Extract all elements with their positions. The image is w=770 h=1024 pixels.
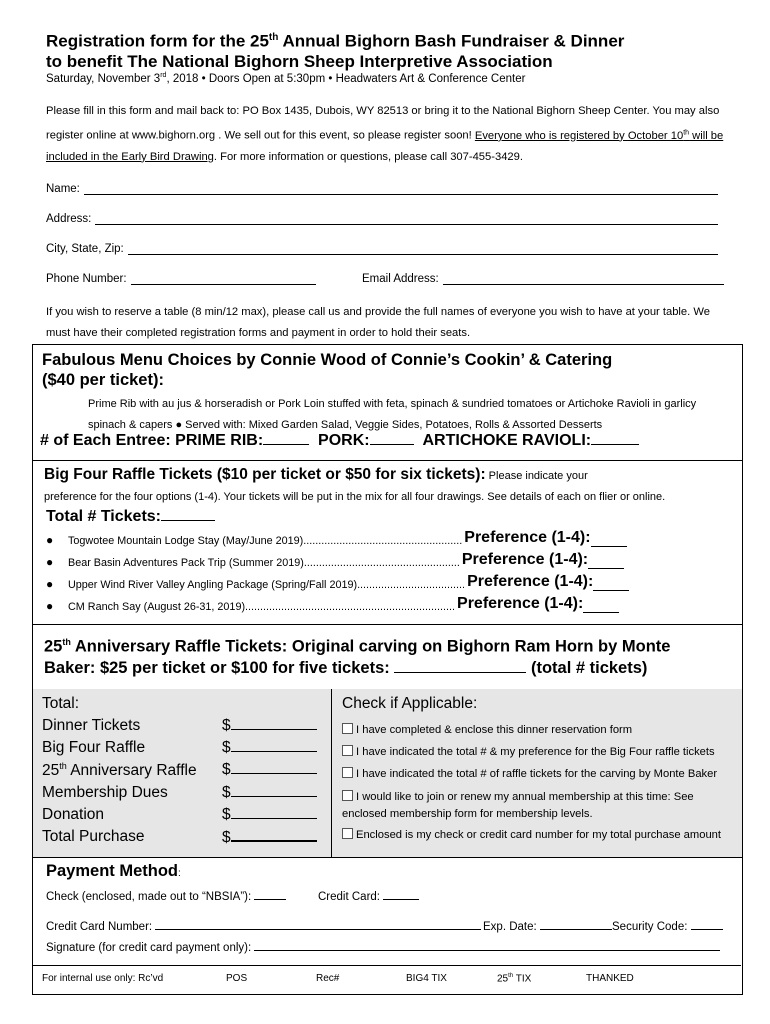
checkbox[interactable] (342, 767, 353, 778)
prime-rib-input[interactable] (263, 444, 309, 445)
card-number-input[interactable] (155, 919, 481, 930)
checkbox[interactable] (342, 828, 353, 839)
dinner-tickets-label: Dinner Tickets (42, 717, 141, 734)
big-four-label: Big Four Raffle (42, 739, 146, 756)
exp-date-input[interactable] (540, 919, 612, 930)
raffle-item: ● Togwotee Mountain Lodge Stay (May/June 2019) ..................................................... Preference (1-4): (46, 529, 686, 547)
donation-label: Donation (42, 806, 105, 823)
donation-amount[interactable]: $ (222, 806, 317, 824)
preference-input[interactable] (583, 612, 619, 613)
phone-field[interactable] (46, 273, 316, 285)
city-state-zip-field[interactable] (46, 243, 718, 255)
check-input[interactable] (254, 889, 286, 900)
event-details: Saturday, November 3rd, 2018 • Doors Open at 5:30pm • Headwaters Art & Conference Center (46, 72, 526, 85)
card-number-row: Credit Card Number: (46, 919, 481, 933)
menu-heading: Fabulous Menu Choices by Connie Wood of Connie’s Cookin’ & Catering ($40 per ticket): (42, 351, 613, 389)
internal-big4-label: BIG4 TIX (406, 973, 447, 984)
membership-dues-label: Membership Dues (42, 784, 168, 801)
address-label: Address: (46, 213, 92, 225)
bullet-icon: ● (175, 419, 183, 431)
dinner-tickets-amount[interactable]: $ (222, 717, 317, 735)
anniversary-heading: 25th Anniversary Raffle Tickets: Original carving on Bighorn Ram Horn by Monte Baker: $25 per ticket or $100 for five tickets: (total # tickets) (44, 637, 671, 677)
internal-thanked-label: THANKED (586, 973, 634, 984)
total-purchase-amount[interactable]: $ (222, 828, 317, 847)
pork-input[interactable] (370, 444, 414, 445)
internal-pos-label: POS (226, 973, 248, 984)
security-code-input[interactable] (691, 919, 723, 930)
intro-paragraph: Please fill in this form and mail back to: PO Box 1435, Dubois, WY 82513 or bring it to the National Bighorn Sheep Center. You may also register online at www.bighorn.org . We sell out for this event, so please register soon! Everyone who is registered by October 10th will be included in the Early Bird Drawing. For more information or questions, please call 307-455-3429. (46, 105, 724, 163)
bullet-icon: ● (46, 577, 54, 591)
internal-received-label: For internal use only: Rc’vd (42, 973, 164, 984)
address-field[interactable] (46, 213, 718, 225)
preference-input[interactable] (591, 546, 627, 547)
anniversary-tickets-input[interactable] (394, 672, 526, 673)
checklist-heading: Check if Applicable: (342, 695, 478, 712)
checklist-item[interactable]: I have completed & enclose this dinner reservation form (342, 722, 734, 739)
checkbox[interactable] (342, 790, 353, 801)
raffle-item: ● Bear Basin Adventures Pack Trip (Summer 2019) .................................................... Preference (1-4): (46, 551, 686, 569)
credit-card-input[interactable] (383, 889, 419, 900)
checklist-item[interactable]: Enclosed is my check or credit card number for my total purchase amount (342, 827, 734, 844)
signature-row: Signature (for credit card payment only): (46, 940, 720, 954)
bullet-icon: ● (46, 555, 54, 569)
anniversary-amount[interactable]: $ (222, 761, 317, 779)
city-state-zip-label: City, State, Zip: (46, 243, 124, 255)
big-four-description: preference for the four options (1-4). Your tickets will be put in the mix for all four drawings. See details of each on flier or online. (44, 491, 666, 503)
form-title: Registration form for the 25th Annual Bighorn Bash Fundraiser & Dinner to benefit The National Bighorn Sheep Interpretive Association (46, 31, 625, 71)
totals-heading: Total: (42, 695, 80, 712)
internal-25th-label: 25th TIX (497, 973, 532, 985)
internal-rec-label: Rec# (316, 973, 340, 984)
credit-card-row: Credit Card: (318, 889, 419, 903)
anniversary-raffle-label: 25th Anniversary Raffle (42, 761, 197, 780)
membership-amount[interactable]: $ (222, 784, 317, 802)
preference-input[interactable] (593, 590, 629, 591)
check-row: Check (enclosed, made out to “NBSIA”): (46, 889, 286, 903)
checklist-item[interactable]: I have indicated the total # & my preference for the Big Four raffle tickets (342, 744, 734, 761)
exp-date-row: Exp. Date: (483, 919, 612, 933)
bullet-icon: ● (46, 533, 54, 547)
security-code-row: Security Code: (612, 919, 723, 933)
entree-counts: # of Each Entree: PRIME RIB: PORK: ARTICHOKE RAVIOLI: (40, 432, 639, 450)
payment-heading: Payment Method: (46, 862, 181, 880)
email-label: Email Address: (362, 273, 439, 285)
total-tickets-input[interactable] (161, 520, 215, 521)
name-label: Name: (46, 183, 80, 195)
ravioli-input[interactable] (591, 444, 639, 445)
email-field[interactable] (362, 273, 724, 285)
preference-input[interactable] (588, 568, 624, 569)
checkbox[interactable] (342, 745, 353, 756)
signature-input[interactable] (254, 940, 720, 951)
big-four-heading: Big Four Raffle Tickets ($10 per ticket or $50 for six tickets): Please indicate your (44, 466, 588, 483)
total-tickets-label: Total # Tickets: (46, 508, 215, 526)
name-field[interactable] (46, 183, 718, 195)
checklist-item[interactable]: I would like to join or renew my annual membership at this time: See enclosed membership form for membership levels. (342, 791, 694, 820)
checklist-item[interactable]: I have indicated the total # of raffle tickets for the carving by Monte Baker (342, 766, 734, 783)
raffle-item: ● CM Ranch Say (August 26-31, 2019) ...................................................................... Preference (1-4): (46, 595, 686, 613)
big-four-amount[interactable]: $ (222, 739, 317, 757)
table-reservation-note: If you wish to reserve a table (8 min/12 max), please call us and provide the full names of everyone you wish to have at your table. We must have their completed registration forms and payment in order to hold their seats. (46, 306, 710, 339)
raffle-item: ● Upper Wind River Valley Angling Package (Spring/Fall 2019) .................................... Preference (1-4): (46, 573, 686, 591)
phone-label: Phone Number: (46, 273, 127, 285)
bullet-icon: ● (46, 599, 54, 613)
total-purchase-label: Total Purchase (42, 828, 145, 845)
menu-description: Prime Rib with au jus & horseradish or Pork Loin stuffed with feta, spinach & sundried tomatoes or Artichoke Ravioli in garlicy spinach & capers ● Served with: Mixed Garden Salad, Veggie Sides, Potatoes, Rolls & Assorted Desserts (88, 398, 697, 431)
checkbox[interactable] (342, 723, 353, 734)
